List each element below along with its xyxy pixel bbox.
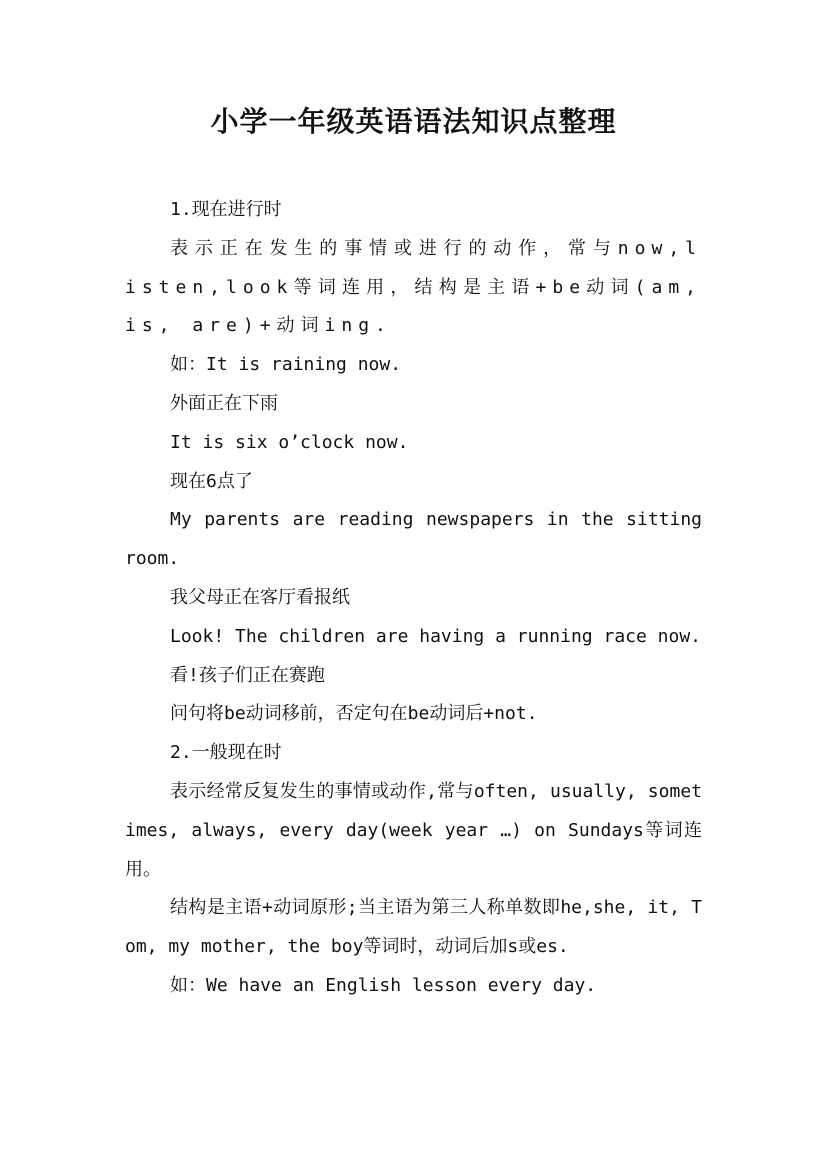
example-sentence: Look! The children are having a running race now. (170, 625, 702, 647)
example-translation: 我父母正在客厅看报纸 (170, 586, 350, 608)
paragraph-simple-present-definition: 表示经常反复发生的事情或动作,常与often, usually, sometimes, always, every day(week year …) on Sundays等词连用。 (125, 780, 702, 880)
example-sentence: 如：We have an English lesson every day. (170, 974, 597, 996)
example-translation: 看!孩子们正在赛跑 (170, 664, 325, 686)
section-heading-simple-present: 2.一般现在时 (170, 742, 282, 764)
example-sentence: My parents are reading newspapers in the sitting room. (125, 509, 702, 570)
example-translation: 现在6点了 (170, 470, 253, 492)
example-sentence: 如：It is raining now. (170, 354, 402, 376)
example-sentence: It is six o’clock now. (170, 431, 409, 453)
section-heading-present-continuous: 1.现在进行时 (170, 199, 282, 220)
grammar-rule: 结构是主语+动词原形;当主语为第三人称单数即he,she, it, Tom, my mother, the boy等词时，动词后加s或es. (125, 897, 702, 958)
grammar-rule: 问句将be动词移前，否定句在be动词后+not. (170, 703, 538, 725)
example-translation: 外面正在下雨 (170, 392, 278, 414)
document-body (125, 191, 702, 1006)
document-title: 小学一年级英语语法知识点整理 (210, 105, 617, 138)
paragraph-present-continuous-definition: 表示正在发生的事情或进行的动作，常与now,listen,look等词连用，结构是主语+be动词(am, is, are)+动词ing. (125, 237, 702, 337)
